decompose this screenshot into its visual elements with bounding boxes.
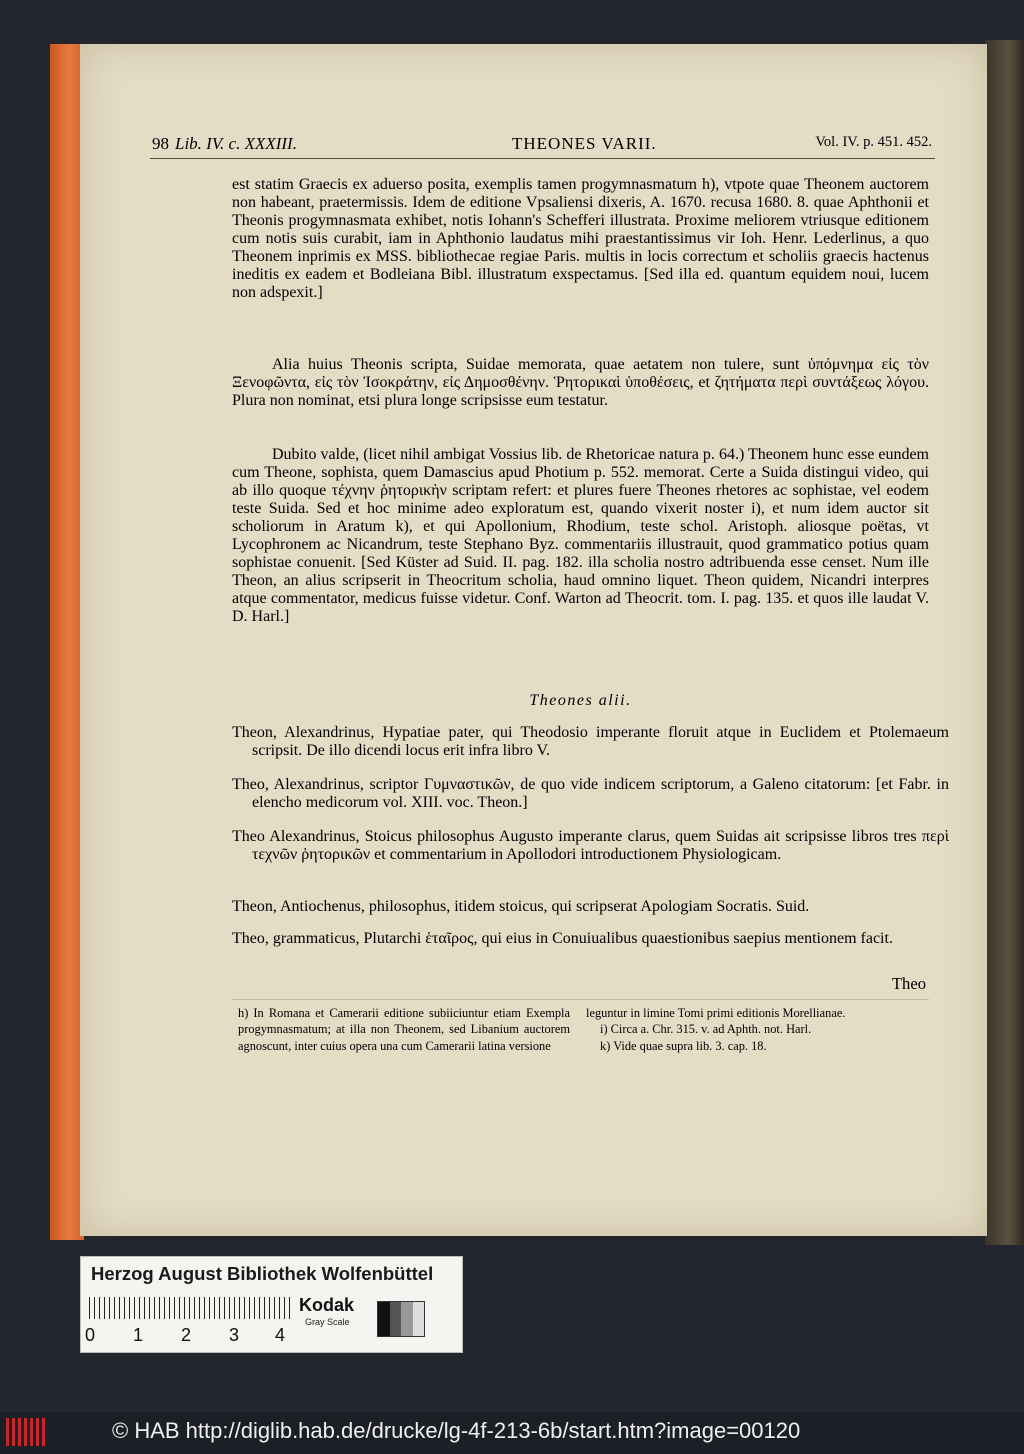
entry-theo-alexandrinus-scriptor: Theo, Alexandrinus, scriptor Γυμναστικῶν, de quo vide indicem scriptorum, a Galeno citatorum: [et Fabr. in elencho medicorum vol. XIII. voc. Theon.] xyxy=(232,776,949,811)
entry-theo-grammaticus: Theo, grammaticus, Plutarchi ἑταῖρος, qui eius in Conuiualibus quaestionibus saepius mentionem facit. xyxy=(232,930,893,947)
gray-scale-label: Gray Scale xyxy=(305,1317,350,1327)
running-header xyxy=(152,134,932,158)
ruler-number: 1 xyxy=(133,1325,144,1345)
footnote-h-continued: leguntur in limine Tomi primi editionis Morellianae. xyxy=(586,1006,846,1020)
book-reference: Lib. IV. c. XXXIII. xyxy=(175,134,297,153)
entry-theon-antiochenus: Theon, Antiochenus, philosophus, itidem stoicus, qui scripserat Apologiam Socratis. Suid. xyxy=(232,898,810,915)
ruler-number: 2 xyxy=(181,1325,192,1345)
hab-logo-icon xyxy=(6,1418,46,1446)
ruler-number: 4 xyxy=(275,1325,286,1345)
footer-bar xyxy=(0,1412,1024,1454)
footer-copyright-link[interactable]: © HAB http://diglib.hab.de/drucke/lg-4f-213-6b/start.htm?image=00120 xyxy=(112,1418,801,1443)
gray-scale-swatches xyxy=(377,1301,425,1337)
paragraph-continuation: est statim Graecis ex aduerso posita, exemplis tamen progymnasmatum h), vtpote quae Theonem auctorem non habeant, praetermissis. Idem de editione Vpsaliensi dixeris, A. 1670. recusa 1680. 8. quae Aphthonii et Theonis progymnasmata exhibet, notis Iohann's Schefferi illustrata. Proxime meliorem vtriusque editionem cum notis suis curabit, iam in Aphthonio laudatus mihi praestantissimus vir Ioh. Henr. Lederlinus, a quo Theonem inprimis ex MSS. bibliothecae regiae Paris. multis in locis correctum et scholiis graecis hactenus ineditis ex eadem et Bodleiana Bibl. illustratum exspectamus. [Sed illa ed. quantum equidem noui, lucem non adspexit.] xyxy=(232,176,929,301)
ruler-number: 3 xyxy=(229,1325,240,1345)
ruler-number: 0 xyxy=(85,1325,96,1345)
entry-theon-alexandrinus: Theon, Alexandrinus, Hypatiae pater, qui Theodosio imperante floruit atque in Euclidem et Ptolemaeum scripsit. De illo dicendi locus erit infra libro V. xyxy=(232,724,949,759)
volume-reference: Vol. IV. p. 451. 452. xyxy=(815,134,932,150)
book-page-edge xyxy=(50,44,84,1240)
paragraph-other-writings: Alia huius Theonis scripta, Suidae memorata, quae aetatem non tulere, sunt ὑπόμνημα εἰς τὸν Ξενοφῶντα, εἰς τὸν Ἰσοκράτην, εἰς Δημοσθένην. Ῥητορικαὶ ὑποθέσεις, et ζητήματα περὶ συντάξεως λόγου. Plura non nominat, etsi plura longe scripsisse eum testatur. xyxy=(232,356,929,409)
footnote-h: h) In Romana et Camerarii editione subiiciuntur etiam Exempla progymnasmatum; at illa non Theonem, sed Libanium auctorem agnoscunt, inter cuius opera una cum Camerarii latina versione xyxy=(238,1006,570,1053)
section-subheading: Theones alii. xyxy=(529,692,632,709)
header-rule xyxy=(150,158,935,159)
adjacent-page-strip xyxy=(985,40,1024,1245)
paragraph-dubito: Dubito valde, (licet nihil ambigat Vossius lib. de Rhetoricae natura p. 64.) Theonem hunc esse eundem cum Theone, sophista, quem Damascius apud Photium p. 552. memorat. Certe a Suida distingui video, qui ab illo quoque τέχνην ῥητορικὴν scriptam refert: et plures fuere Theones rhetores ac sophistae, vel eodem teste Suida. Sed et hoc minime adeo exploratum est, quando vixerit noster i), et num idem auctor sit scholiorum in Aratum k), et qui Apollonium, Rhodium, teste schol. Aristoph. aliosque poëtas, vt Lycophronem ac Nicandrum, teste Stephano Byz. commentariis illustrauit, quod grammatico potius quam sophistae conuenit. [Sed Küster ad Suid. II. pag. 182. illa scholia nostro adtribuenda esse censet. Num ille Theon, an alius scripserit in Theocritum scholia, haud omnino liquet. Theon quidem, Nicandri interpres atque commentator, medicus fuisse videtur. Conf. Warton ad Theocrit. tom. I. pag. 135. et quos ille laudat V. D. Harl.] xyxy=(232,446,929,625)
library-scan-label xyxy=(80,1256,463,1353)
footnote-column-right xyxy=(586,1005,930,1054)
measuring-ruler xyxy=(89,1297,294,1319)
footnote-k: k) Vide quae supra lib. 3. cap. 18. xyxy=(600,1038,767,1053)
running-title: THEONES VARII. xyxy=(512,134,657,153)
footnote-divider xyxy=(232,999,929,1000)
library-name: Herzog August Bibliothek Wolfenbüttel xyxy=(91,1263,434,1284)
catchword: Theo xyxy=(891,974,926,993)
kodak-brand: Kodak xyxy=(299,1295,355,1315)
footnote-i: i) Circa a. Chr. 315. v. ad Aphth. not. Harl. xyxy=(600,1022,812,1037)
page-number: 98 xyxy=(152,134,169,153)
entry-theo-stoicus: Theo Alexandrinus, Stoicus philosophus Augusto imperante clarus, quem Suidas ait scripsisse libros tres περὶ τεχνῶν ῥητορικῶν et commentarium in Apollodori introductionem Physiologicam. xyxy=(232,828,949,863)
